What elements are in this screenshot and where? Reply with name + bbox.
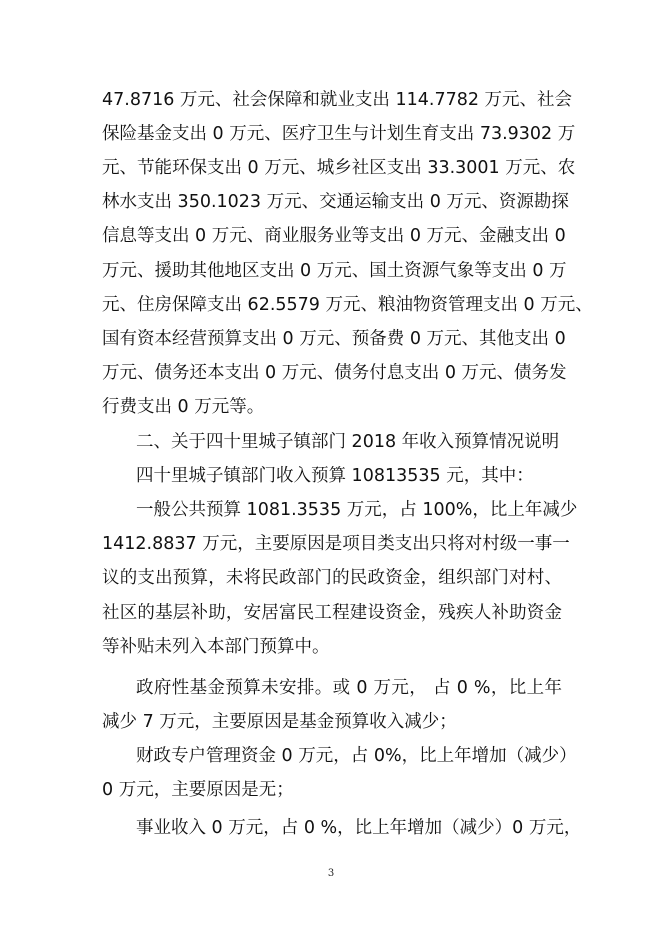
page-number: 3	[327, 868, 335, 879]
text-line-5: 信息等支出 0 万元、商业服务业等支出 0 万元、金融支出 0	[102, 226, 566, 246]
text-line-15: 议的支出预算，未将民政部门的民政资金，组织部门对村、	[102, 568, 562, 588]
text-line-19: 减少 7 万元，主要原因是基金预算收入减少；	[102, 712, 457, 732]
text-line-10: 行费支出 0 万元等。	[102, 397, 265, 417]
text-line-21: 0 万元，主要原因是无；	[102, 780, 294, 800]
text-line-3: 元、节能环保支出 0 万元、城乡社区支出 33.3001 万元、农	[102, 158, 576, 178]
text-line-2: 保险基金支出 0 万元、医疗卫生与计划生育支出 73.9302 万	[102, 124, 576, 144]
text-line-8: 国有资本经营预算支出 0 万元、预备费 0 万元、其他支出 0	[102, 329, 566, 349]
text-line-7: 元、住房保障支出 62.5579 万元、粮油物资管理支出 0 万元、	[102, 295, 593, 315]
text-line-17: 等补贴未列入本部门预算中。	[102, 637, 330, 657]
text-line-1: 47.8716 万元、社会保障和就业支出 114.7782 万元、社会	[102, 90, 573, 110]
text-line-20: 财政专户管理资金 0 万元，占 0%，比上年增加（减少）	[136, 746, 577, 766]
text-line-18: 政府性基金预算未安排。或 0 万元， 占 0 %，比上年	[136, 678, 562, 698]
section-heading: 二、关于四十里城子镇部门 2018 年收入预算情况说明	[136, 432, 560, 452]
text-line-13: 一般公共预算 1081.3535 万元，占 100%，比上年减少	[136, 500, 578, 520]
text-line-6: 万元、援助其他地区支出 0 万元、国土资源气象等支出 0 万	[102, 261, 567, 281]
text-line-4: 林水支出 350.1023 万元、交通运输支出 0 万元、资源勘探	[102, 192, 569, 212]
text-line-9: 万元、债务还本支出 0 万元、债务付息支出 0 万元、债务发	[102, 363, 567, 383]
text-line-14: 1412.8837 万元，主要原因是项目类支出只将对村级一事一	[102, 534, 570, 554]
text-line-16: 社区的基层补助，安居富民工程建设资金，残疾人补助资金	[102, 603, 562, 623]
text-line-22: 事业收入 0 万元，占 0 %，比上年增加（减少）0 万元，	[136, 818, 582, 838]
text-line-12: 四十里城子镇部门收入预算 10813535 元，其中：	[136, 466, 534, 486]
